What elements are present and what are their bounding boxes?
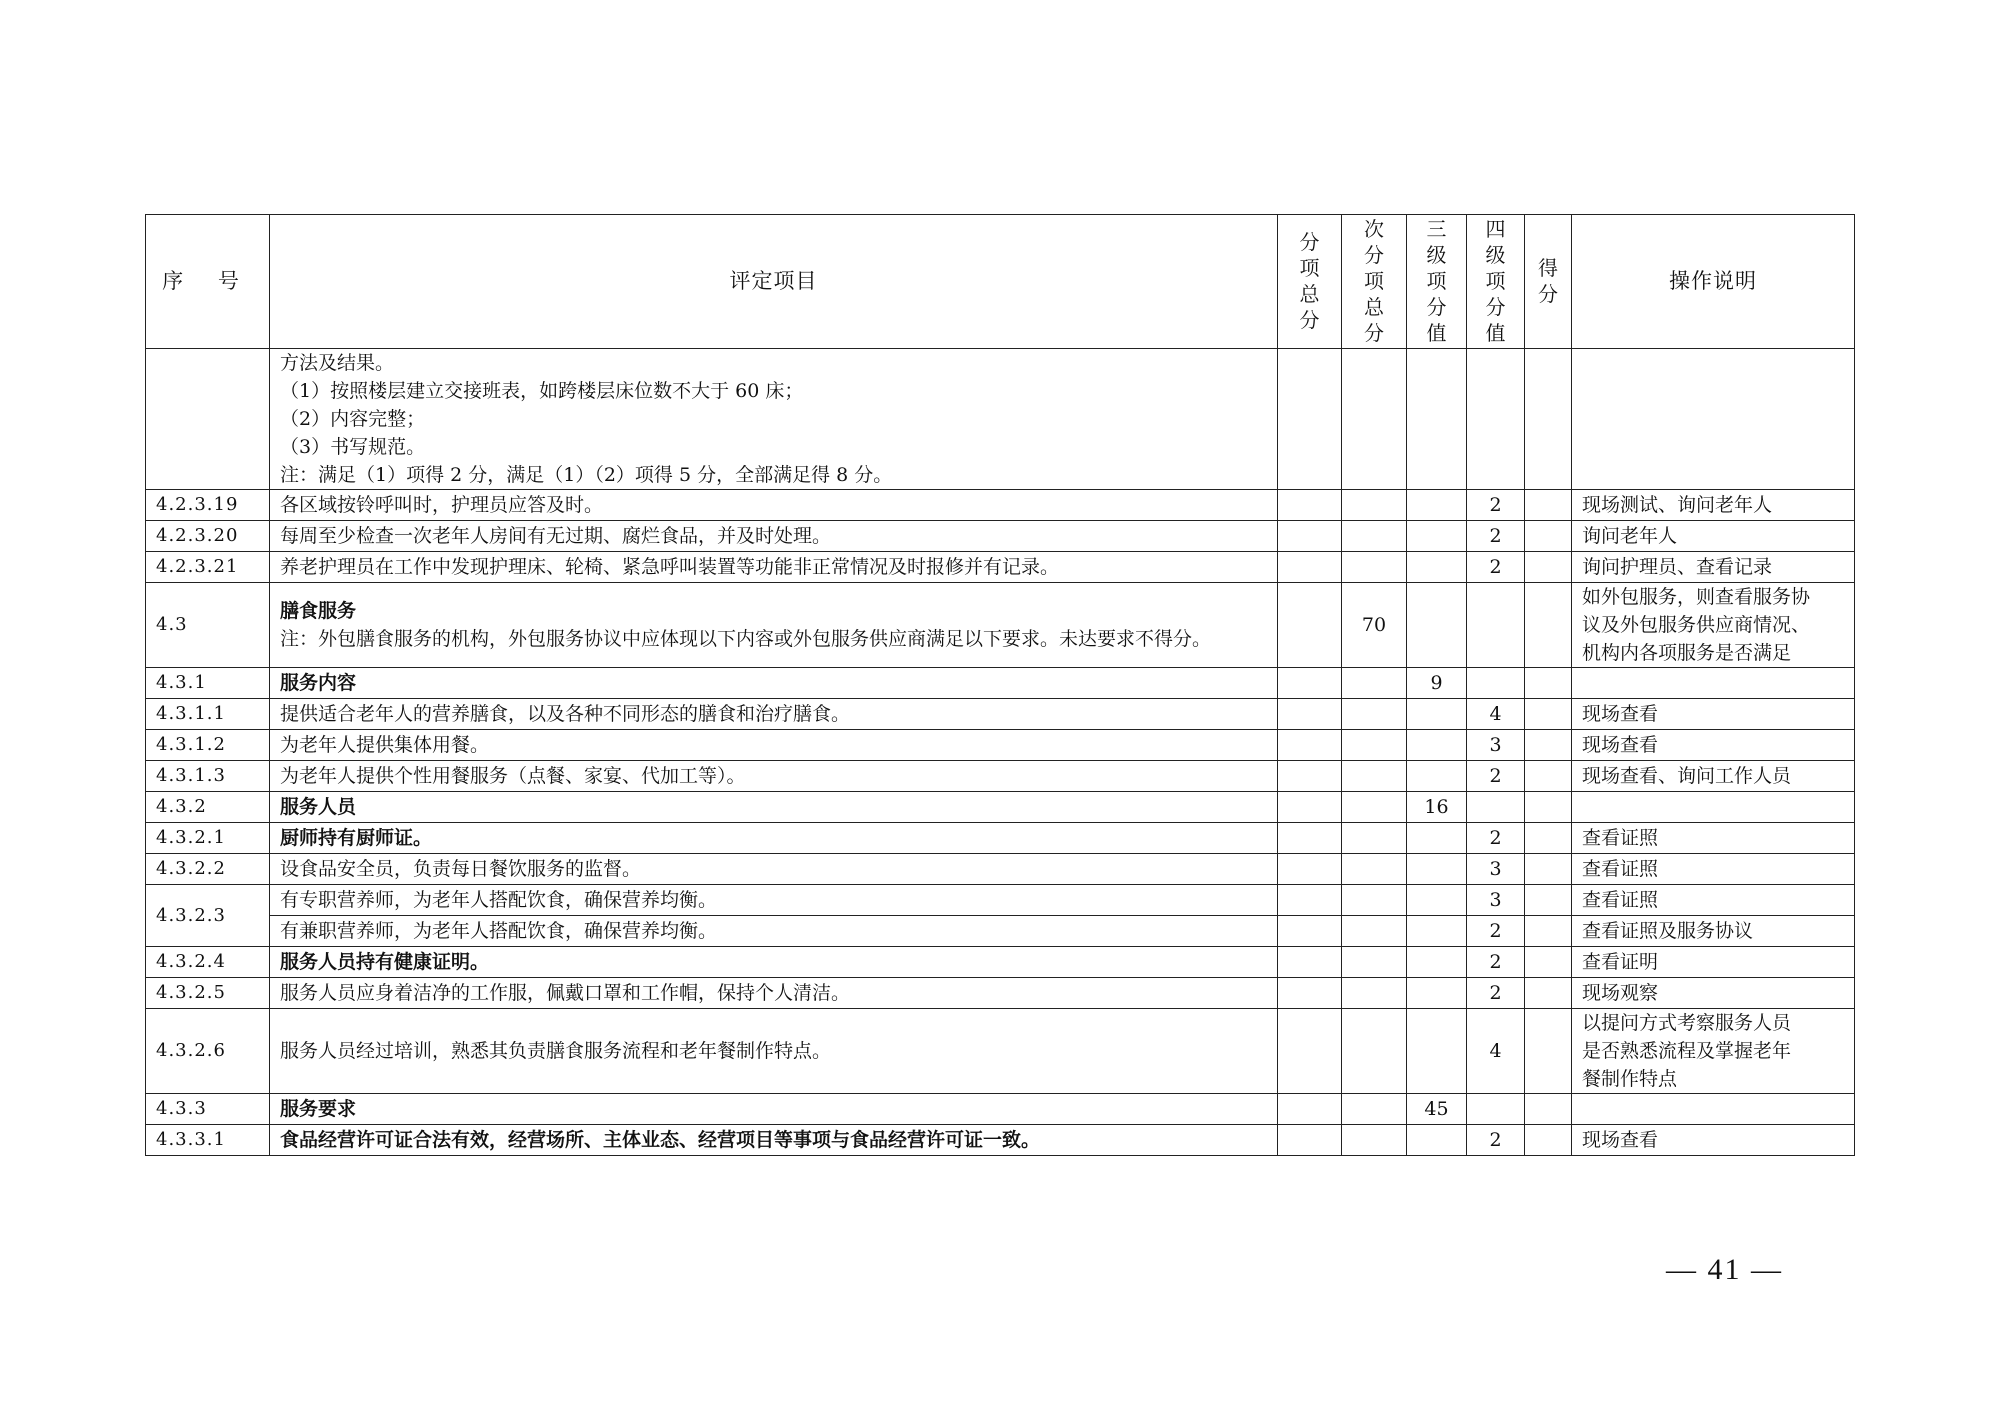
cell-sub-subtotal	[1342, 823, 1407, 854]
table-body	[146, 349, 1855, 1156]
cell-sub-subtotal	[1342, 978, 1407, 1009]
cell-sub-subtotal	[1342, 349, 1407, 490]
item-line: 为老年人提供个性用餐服务（点餐、家宴、代加工等）。	[280, 765, 746, 787]
cell-level3	[1407, 885, 1467, 916]
note-line: 如外包服务，则查看服务协	[1582, 586, 1811, 608]
item-line: 服务人员经过培训，熟悉其负责膳食服务流程和老年餐制作特点。	[280, 1040, 832, 1062]
cell-subtotal	[1278, 1009, 1342, 1094]
cell-score	[1525, 730, 1572, 761]
cell-score	[1525, 1009, 1572, 1094]
cell-note	[1572, 823, 1855, 854]
cell-score	[1525, 854, 1572, 885]
cell-seq: 4.3.1	[146, 668, 270, 699]
item-line: 膳食服务	[280, 600, 357, 622]
cell-sub-subtotal	[1342, 730, 1407, 761]
note-line: 现场查看、询问工作人员	[1582, 765, 1792, 787]
cell-sub-subtotal	[1342, 552, 1407, 583]
cell-item	[270, 552, 1278, 583]
cell-item	[270, 978, 1278, 1009]
cell-seq: 4.3.2.6	[146, 1009, 270, 1094]
item-line: 服务要求	[280, 1098, 357, 1120]
table-row	[146, 947, 1855, 978]
cell-level3	[1407, 947, 1467, 978]
cell-sub-subtotal	[1342, 854, 1407, 885]
cell-level3	[1407, 521, 1467, 552]
note-line: 现场观察	[1582, 982, 1659, 1004]
item-line: 服务人员持有健康证明。	[280, 951, 490, 973]
note-line: 查看证照	[1582, 858, 1659, 880]
table-row	[146, 823, 1855, 854]
cell-seq: 4.3.2.2	[146, 854, 270, 885]
item-line: 服务人员应身着洁净的工作服，佩戴口罩和工作帽，保持个人清洁。	[280, 982, 851, 1004]
cell-score	[1525, 699, 1572, 730]
table-row	[146, 885, 1855, 916]
cell-sub-subtotal: 70	[1342, 583, 1407, 668]
note-line: 查看证照	[1582, 889, 1659, 911]
cell-level3	[1407, 854, 1467, 885]
cell-item	[270, 730, 1278, 761]
page-number: — 41 —	[1666, 1253, 1783, 1286]
cell-subtotal	[1278, 521, 1342, 552]
cell-subtotal	[1278, 668, 1342, 699]
cell-item	[270, 490, 1278, 521]
cell-subtotal	[1278, 916, 1342, 947]
item-line: （2）内容完整；	[280, 408, 426, 430]
cell-score	[1525, 490, 1572, 521]
table-row	[146, 490, 1855, 521]
header-note: 操作说明	[1572, 215, 1855, 349]
note-line: 以提问方式考察服务人员	[1582, 1012, 1792, 1034]
cell-note	[1572, 761, 1855, 792]
table-row	[146, 1009, 1855, 1094]
note-line: 查看证照	[1582, 827, 1659, 849]
cell-score	[1525, 761, 1572, 792]
cell-level4: 2	[1467, 761, 1525, 792]
table-row	[146, 792, 1855, 823]
cell-note	[1572, 916, 1855, 947]
item-line: 厨师持有厨师证。	[280, 827, 433, 849]
cell-item	[270, 823, 1278, 854]
cell-score	[1525, 916, 1572, 947]
cell-level4: 2	[1467, 916, 1525, 947]
item-line: 食品经营许可证合法有效，经营场所、主体业态、经营项目等事项与食品经营许可证一致。	[280, 1129, 1041, 1151]
table-row	[146, 583, 1855, 668]
cell-score	[1525, 583, 1572, 668]
cell-note	[1572, 699, 1855, 730]
note-line: 现场查看	[1582, 703, 1659, 725]
note-line: 餐制作特点	[1582, 1068, 1678, 1090]
cell-subtotal	[1278, 349, 1342, 490]
cell-item	[270, 916, 1278, 947]
cell-sub-subtotal	[1342, 699, 1407, 730]
item-line: 有专职营养师，为老年人搭配饮食，确保营养均衡。	[280, 889, 718, 911]
cell-level3	[1407, 699, 1467, 730]
cell-item	[270, 792, 1278, 823]
cell-score	[1525, 823, 1572, 854]
cell-level3	[1407, 761, 1467, 792]
cell-item	[270, 699, 1278, 730]
cell-subtotal	[1278, 978, 1342, 1009]
note-line: 查看证明	[1582, 951, 1659, 973]
cell-subtotal	[1278, 490, 1342, 521]
note-line: 现场查看	[1582, 734, 1659, 756]
table-row	[146, 730, 1855, 761]
table-row	[146, 978, 1855, 1009]
item-line: 各区域按铃呼叫时，护理员应答及时。	[280, 494, 604, 516]
cell-item	[270, 349, 1278, 490]
header-sub-subtotal: 次分项总分	[1342, 215, 1407, 349]
cell-sub-subtotal	[1342, 761, 1407, 792]
note-line: 议及外包服务供应商情况、	[1582, 614, 1811, 636]
cell-note	[1572, 349, 1855, 490]
header-level3: 三级项分值	[1407, 215, 1467, 349]
cell-seq: 4.3.1.2	[146, 730, 270, 761]
cell-subtotal	[1278, 1125, 1342, 1156]
cell-note	[1572, 521, 1855, 552]
cell-score	[1525, 1094, 1572, 1125]
cell-score	[1525, 792, 1572, 823]
cell-seq: 4.2.3.21	[146, 552, 270, 583]
cell-item	[270, 761, 1278, 792]
cell-level3: 45	[1407, 1094, 1467, 1125]
cell-subtotal	[1278, 583, 1342, 668]
cell-note	[1572, 668, 1855, 699]
cell-note	[1572, 1009, 1855, 1094]
cell-score	[1525, 978, 1572, 1009]
cell-item	[270, 947, 1278, 978]
cell-seq: 4.2.3.19	[146, 490, 270, 521]
table-header	[146, 215, 1855, 349]
cell-score	[1525, 885, 1572, 916]
cell-level4: 4	[1467, 699, 1525, 730]
cell-seq: 4.3.3	[146, 1094, 270, 1125]
cell-level4: 2	[1467, 490, 1525, 521]
cell-sub-subtotal	[1342, 947, 1407, 978]
cell-item	[270, 854, 1278, 885]
cell-subtotal	[1278, 885, 1342, 916]
cell-level3	[1407, 978, 1467, 1009]
cell-level3	[1407, 583, 1467, 668]
note-line: 查看证照及服务协议	[1582, 920, 1754, 942]
item-line: 每周至少检查一次老年人房间有无过期、腐烂食品，并及时处理。	[280, 525, 832, 547]
cell-level3	[1407, 552, 1467, 583]
cell-level4: 3	[1467, 854, 1525, 885]
cell-note	[1572, 947, 1855, 978]
table-row	[146, 854, 1855, 885]
table-row	[146, 521, 1855, 552]
table-row	[146, 1125, 1855, 1156]
cell-sub-subtotal	[1342, 1009, 1407, 1094]
cell-seq: 4.3.1.3	[146, 761, 270, 792]
cell-seq: 4.3.2.5	[146, 978, 270, 1009]
cell-level3	[1407, 730, 1467, 761]
cell-level4	[1467, 1094, 1525, 1125]
item-line: （3）书写规范。	[280, 436, 426, 458]
item-line: 服务人员	[280, 796, 357, 818]
cell-score	[1525, 552, 1572, 583]
cell-level4	[1467, 668, 1525, 699]
cell-level4: 2	[1467, 978, 1525, 1009]
header-item: 评定项目	[270, 215, 1278, 349]
cell-level3	[1407, 349, 1467, 490]
cell-level3	[1407, 490, 1467, 521]
cell-level4: 2	[1467, 1125, 1525, 1156]
note-line: 询问护理员、查看记录	[1582, 556, 1773, 578]
cell-subtotal	[1278, 823, 1342, 854]
cell-seq: 4.3	[146, 583, 270, 668]
cell-level4: 2	[1467, 521, 1525, 552]
cell-note	[1572, 978, 1855, 1009]
cell-level3: 16	[1407, 792, 1467, 823]
cell-note	[1572, 1125, 1855, 1156]
cell-item	[270, 668, 1278, 699]
cell-seq: 4.3.2.3	[146, 885, 270, 947]
note-line: 现场查看	[1582, 1129, 1659, 1151]
note-line: 是否熟悉流程及掌握老年	[1582, 1040, 1792, 1062]
item-line: 养老护理员在工作中发现护理床、轮椅、紧急呼叫装置等功能非正常情况及时报修并有记录。	[280, 556, 1060, 578]
item-line: 设食品安全员，负责每日餐饮服务的监督。	[280, 858, 642, 880]
cell-score	[1525, 521, 1572, 552]
cell-level4: 3	[1467, 885, 1525, 916]
cell-subtotal	[1278, 761, 1342, 792]
item-line: 服务内容	[280, 672, 357, 694]
cell-sub-subtotal	[1342, 1094, 1407, 1125]
cell-subtotal	[1278, 730, 1342, 761]
cell-level4: 2	[1467, 552, 1525, 583]
cell-item	[270, 1125, 1278, 1156]
table-row	[146, 668, 1855, 699]
cell-level4	[1467, 792, 1525, 823]
item-line: （1）按照楼层建立交接班表，如跨楼层床位数不大于 60 床；	[280, 380, 804, 402]
cell-seq	[146, 349, 270, 490]
cell-subtotal	[1278, 854, 1342, 885]
cell-sub-subtotal	[1342, 885, 1407, 916]
header-subtotal: 分项总分	[1278, 215, 1342, 349]
cell-level3: 9	[1407, 668, 1467, 699]
cell-level3	[1407, 823, 1467, 854]
note-line: 询问老年人	[1582, 525, 1678, 547]
cell-level3	[1407, 1125, 1467, 1156]
table-row	[146, 761, 1855, 792]
cell-level4	[1467, 349, 1525, 490]
header-seq: 序 号	[146, 215, 270, 349]
evaluation-table	[145, 214, 1855, 1156]
cell-item	[270, 1094, 1278, 1125]
cell-item	[270, 885, 1278, 916]
cell-sub-subtotal	[1342, 668, 1407, 699]
cell-level3	[1407, 1009, 1467, 1094]
cell-note	[1572, 730, 1855, 761]
cell-subtotal	[1278, 699, 1342, 730]
item-line: 注：外包膳食服务的机构，外包服务协议中应体现以下内容或外包服务供应商满足以下要求。未达要求不得分。	[280, 628, 1212, 650]
note-line: 机构内各项服务是否满足	[1582, 642, 1792, 664]
item-line: 提供适合老年人的营养膳食，以及各种不同形态的膳食和治疗膳食。	[280, 703, 851, 725]
cell-note	[1572, 792, 1855, 823]
cell-score	[1525, 1125, 1572, 1156]
cell-subtotal	[1278, 947, 1342, 978]
cell-seq: 4.3.2.1	[146, 823, 270, 854]
cell-seq: 4.3.2.4	[146, 947, 270, 978]
cell-sub-subtotal	[1342, 1125, 1407, 1156]
header-level4: 四级项分值	[1467, 215, 1525, 349]
cell-note	[1572, 885, 1855, 916]
cell-note	[1572, 490, 1855, 521]
cell-note	[1572, 1094, 1855, 1125]
cell-subtotal	[1278, 1094, 1342, 1125]
cell-level4: 2	[1467, 823, 1525, 854]
cell-note	[1572, 854, 1855, 885]
cell-sub-subtotal	[1342, 521, 1407, 552]
item-line: 方法及结果。	[280, 352, 395, 374]
cell-sub-subtotal	[1342, 490, 1407, 521]
cell-sub-subtotal	[1342, 792, 1407, 823]
item-line: 为老年人提供集体用餐。	[280, 734, 490, 756]
cell-sub-subtotal	[1342, 916, 1407, 947]
table-row	[146, 349, 1855, 490]
item-line: 有兼职营养师，为老年人搭配饮食，确保营养均衡。	[280, 920, 718, 942]
cell-subtotal	[1278, 552, 1342, 583]
note-line: 现场测试、询问老年人	[1582, 494, 1773, 516]
cell-score	[1525, 349, 1572, 490]
cell-seq: 4.3.1.1	[146, 699, 270, 730]
cell-item	[270, 1009, 1278, 1094]
table-row	[146, 552, 1855, 583]
cell-subtotal	[1278, 792, 1342, 823]
cell-seq: 4.3.3.1	[146, 1125, 270, 1156]
cell-note	[1572, 583, 1855, 668]
cell-score	[1525, 947, 1572, 978]
cell-seq: 4.3.2	[146, 792, 270, 823]
cell-level3	[1407, 916, 1467, 947]
cell-score	[1525, 668, 1572, 699]
header-score: 得分	[1525, 215, 1572, 349]
cell-item	[270, 583, 1278, 668]
item-line: 注：满足（1）项得 2 分，满足（1）（2）项得 5 分，全部满足得 8 分。	[280, 464, 893, 486]
cell-level4	[1467, 583, 1525, 668]
cell-level4: 2	[1467, 947, 1525, 978]
cell-note	[1572, 552, 1855, 583]
table-row	[146, 916, 1855, 947]
cell-level4: 4	[1467, 1009, 1525, 1094]
table-row	[146, 1094, 1855, 1125]
cell-seq: 4.2.3.20	[146, 521, 270, 552]
table-row	[146, 699, 1855, 730]
cell-level4: 3	[1467, 730, 1525, 761]
cell-item	[270, 521, 1278, 552]
